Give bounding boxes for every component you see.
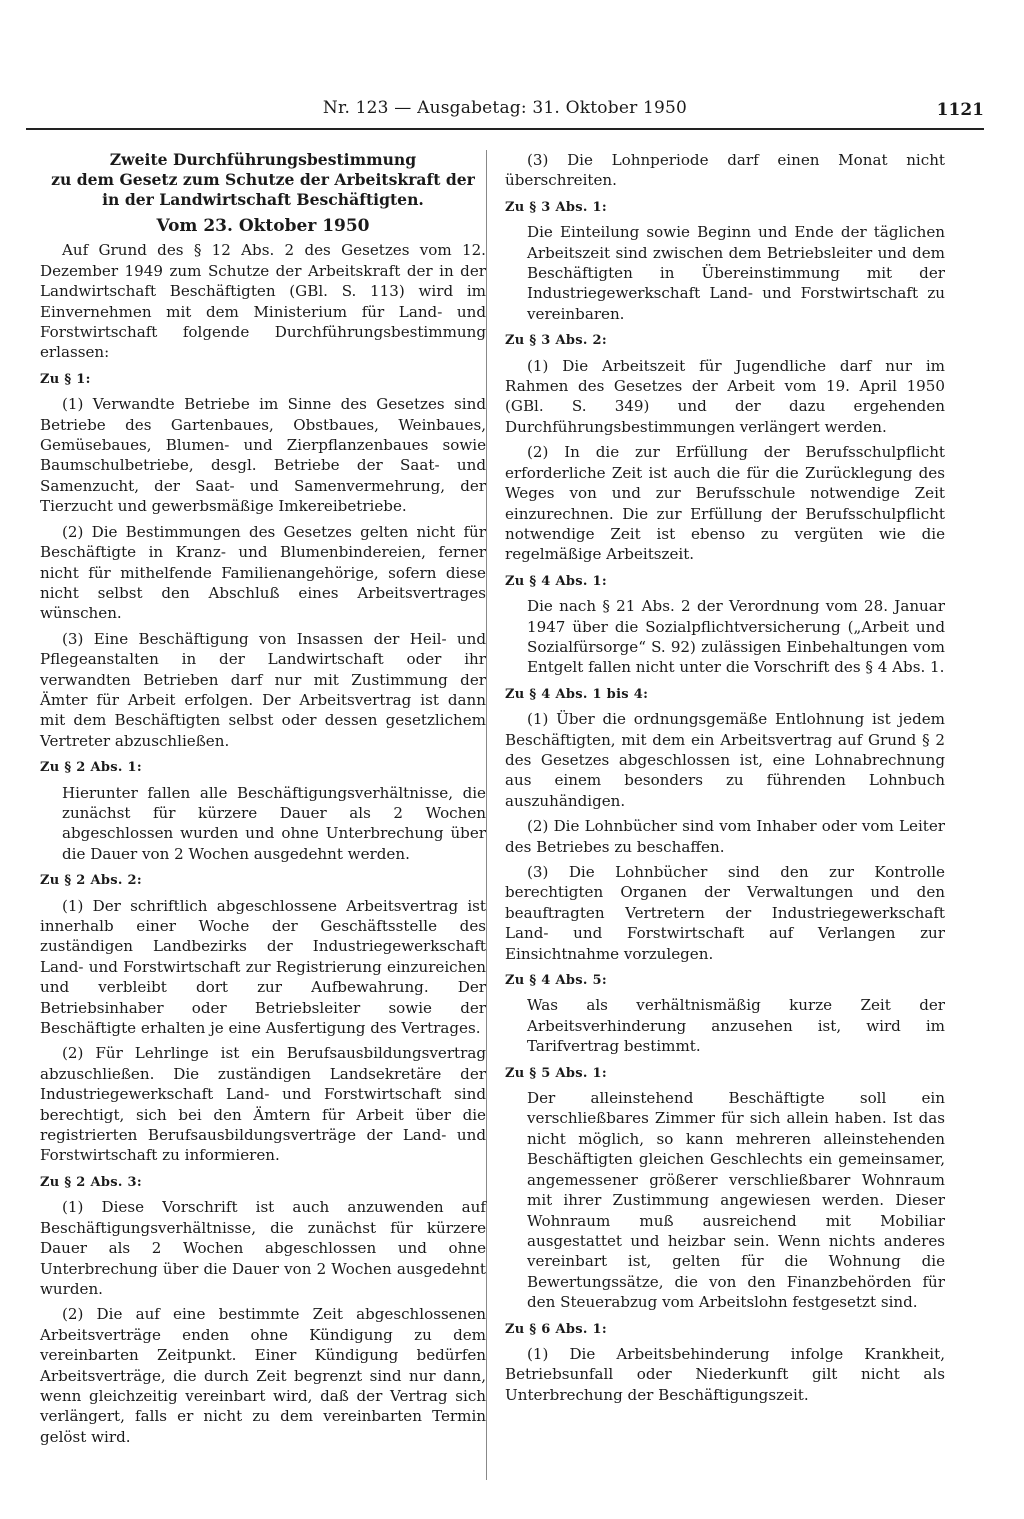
preamble: Auf Grund des § 12 Abs. 2 des Gesetzes vom 12. Dezember 1949 zum Schutze der Arbeitskraft der in der Landwirtschaft Beschäftigten (GBl. S. 113) wird im Einvernehmen mit dem Ministerium für Land- und Forstwirtschaft folgende Durchführungsbestimmung erlassen: (40, 241, 486, 362)
section-heading: Zu § 3 Abs. 2: (505, 333, 607, 349)
paragraph: (1) Über die ordnungsgemäße Entlohnung ist jedem Beschäftigten, mit dem ein Arbeitsvertrag auf Grund § 2 des Gesetzes abgeschlossen ist, eine Lohnabrechnung aus einem besonders zu führenden Lohnbuch auszuhändigen. (505, 710, 945, 810)
paragraph: (1) Der schriftlich abgeschlossene Arbeitsvertrag ist innerhalb einer Woche der Geschäftsstelle des zuständigen Landbezirks der Industriegewerkschaft Land- und Forstwirtschaft zur Registrierung einzureichen und verbleibt dort zur Aufbewahrung. Der Betriebsinhaber oder Betriebsleiter sowie der Beschäftigte erhalten je eine Ausfertigung des Vertrages. (40, 896, 486, 1038)
paragraph: (1) Die Arbeitszeit für Jugendliche darf nur im Rahmen des Gesetzes der Arbeit vom 19. April 1950 (GBl. S. 349) und der dazu ergehenden Durchführungsbestimmungen verlängert werden. (505, 356, 945, 436)
paragraph: (3) Die Lohnperiode darf einen Monat nicht überschreiten. (505, 151, 945, 190)
paragraph: (3) Die Lohnbücher sind den zur Kontrolle berechtigten Organen der Verwaltungen und den beauftragten Vertretern der Industriegewerkschaft Land- und Forstwirtschaft auf Verlangen zur Einsichtnahme vorzulegen. (505, 863, 945, 963)
paragraph: (1) Die Arbeitsbehinderung infolge Krankheit, Betriebsunfall oder Niederkunft gilt nicht als Unterbrechung der Beschäftigungszeit. (505, 1344, 945, 1404)
paragraph: (2) Die Lohnbücher sind vom Inhaber oder vom Leiter des Betriebes zu beschaffen. (505, 817, 945, 856)
title-line-2: zu dem Gesetz zum Schutze der Arbeitskraft der (51, 170, 475, 189)
title-line-3: in der Landwirtschaft Beschäftigten. (102, 190, 424, 209)
issue-line: Nr. 123 — Ausgabetag: 31. Oktober 1950 (322, 98, 688, 118)
paragraph: (1) Verwandte Betriebe im Sinne des Gesetzes sind Betriebe des Gartenbaues, Obstbaues, Weinbaues, Gemüsebaues, Blumen- und Zierpflanzenbaues sowie Baumschulbetriebe, desgl. Betriebe der Saat- und Samenzucht, der Saat- und Samenvermehrung, der Tierzucht und gewerbsmäßige Imkereibetriebe. (40, 395, 486, 516)
section-heading: Zu § 2 Abs. 1: (40, 760, 142, 776)
section-heading: Zu § 2 Abs. 2: (40, 873, 142, 889)
paragraph: (3) Eine Beschäftigung von Insassen der Heil- und Pflegeanstalten in der Landwirtschaft oder ihr verwandten Betrieben darf nur mit Zustimmung der Ämter für Arbeit erfolgen. Der Arbeitsvertrag ist dann mit dem Beschäftigten selbst oder dessen gesetzlichem Vertreter abzuschließen. (40, 629, 486, 750)
paragraph: Die Einteilung sowie Beginn und Ende der täglichen Arbeitszeit sind zwischen dem Betriebsleiter und dem Beschäftigten in Übereinstimmung mit der Industriegewerkschaft Land- und Forstwirtschaft zu vereinbaren. (527, 223, 945, 323)
right-column (505, 150, 945, 1410)
paragraph: Der alleinstehend Beschäftigte soll ein verschließbares Zimmer für sich allein haben. Ist das nicht möglich, so kann mehreren alleinstehenden Beschäftigten gleichen Geschlechts ein gemeinsamer, angemessener größerer verschließbarer Wohnraum mit ihrer Zustimmung angewiesen werden. Dieser Wohnraum muß ausreichend mit Mobiliar ausgestattet und heizbar sein. Wenn nichts anderes vereinbart ist, gelten für die Wohnung die Bewertungssätze, die von den Finanzbehörden für den Steuerabzug vom Arbeitslohn festgesetzt sind. (527, 1089, 945, 1312)
section-heading: Zu § 6 Abs. 1: (505, 1321, 607, 1337)
left-column (40, 150, 486, 1452)
section-heading: Zu § 4 Abs. 1 bis 4: (505, 686, 649, 702)
paragraph: (1) Diese Vorschrift ist auch anzuwenden auf Beschäftigungsverhältnisse, die zunächst für kürzere Dauer als 2 Wochen abgeschlossen und ohne Unterbrechung über die Dauer von 2 Wochen ausgedehnt wurden. (40, 1198, 486, 1298)
section-heading: Zu § 1: (40, 371, 91, 387)
document-date: Vom 23. Oktober 1950 (156, 216, 370, 236)
column-divider (486, 150, 487, 1480)
title-line-1: Zweite Durchführungsbestimmung (109, 150, 417, 169)
paragraph: (2) Die auf eine bestimmte Zeit abgeschlossenen Arbeitsverträge enden ohne Kündigung zu dem vereinbarten Zeitpunkt. Einer Kündigung bedürfen Arbeitsverträge, die durch Zeit begrenzt sind nur dann, wenn gleichzeitig vereinbart wird, daß der Vertrag sich verlängert, falls er nicht zu dem vereinbarten Termin gelöst wird. (40, 1305, 486, 1446)
paragraph: (2) Für Lehrlinge ist ein Berufsausbildungsvertrag abzuschließen. Die zuständigen Landsekretäre der Industriegewerkschaft Land- und Forstwirtschaft sind berechtigt, sich bei den Ämtern für Arbeit über die registrierten Berufsausbildungsverträge der Land- und Forstwirtschaft zu informieren. (40, 1044, 486, 1165)
paragraph: (2) In die zur Erfüllung der Berufsschulpflicht erforderliche Zeit ist auch die für die Zurücklegung des Weges von und zur Berufsschule notwendige Zeit einzurechnen. Die zur Erfüllung der Berufsschulpflicht notwendige Zeit ist ebenso zu vergüten wie die regelmäßige Arbeitszeit. (505, 443, 945, 564)
document-title (40, 150, 486, 210)
paragraph: (2) Die Bestimmungen des Gesetzes gelten nicht für Beschäftigte in Kranz- und Blumenbindereien, ferner nicht für mithelfende Familienangehörige, sofern diese nicht selbst den Abschluß eines Arbeitsvertrages wünschen. (40, 522, 486, 623)
page-header (26, 96, 984, 130)
section-heading: Zu § 5 Abs. 1: (505, 1065, 607, 1081)
paragraph: Was als verhältnismäßig kurze Zeit der Arbeitsverhinderung anzusehen ist, wird im Tarifvertrag bestimmt. (527, 996, 945, 1056)
paragraph: Die nach § 21 Abs. 2 der Verordnung vom 28. Januar 1947 über die Sozialpflichtversicherung („Arbeit und Sozialfürsorge“ S. 92) zulässigen Einbehaltungen vom Entgelt fallen nicht unter die Vorschrift des § 4 Abs. 1. (527, 597, 945, 677)
section-heading: Zu § 4 Abs. 1: (505, 573, 607, 589)
page-number: 1121 (936, 100, 984, 120)
section-heading: Zu § 4 Abs. 5: (505, 973, 607, 989)
section-heading: Zu § 2 Abs. 3: (40, 1174, 142, 1190)
paragraph: Hierunter fallen alle Beschäftigungsverhältnisse, die zunächst für kürzere Dauer als 2 Wochen abgeschlossen wurden und ohne Unterbrechung über die Dauer von 2 Wochen ausgedehnt werden. (62, 783, 486, 863)
section-heading: Zu § 3 Abs. 1: (505, 199, 607, 215)
